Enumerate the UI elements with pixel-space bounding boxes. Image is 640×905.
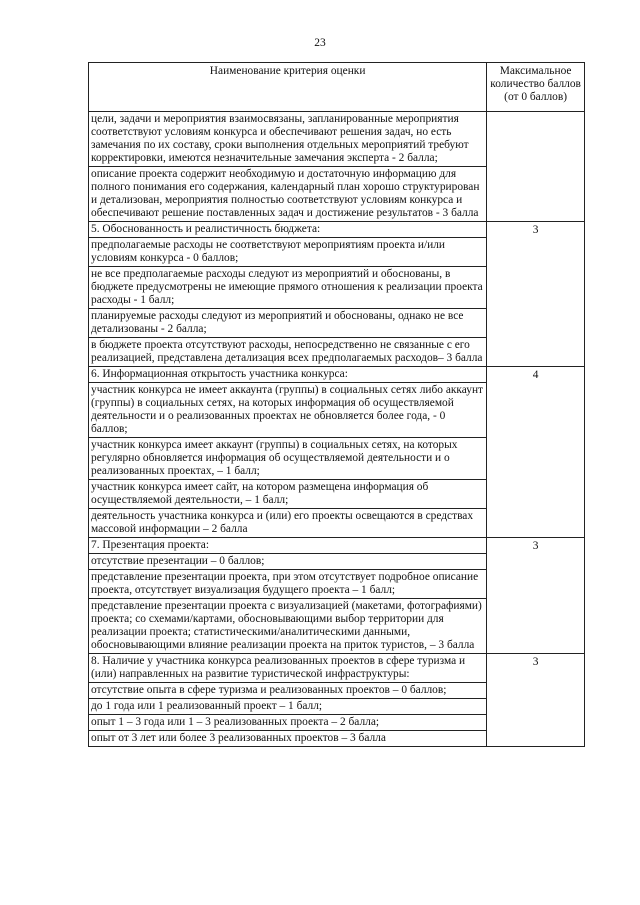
max-score-cell: 3 xyxy=(487,538,585,654)
criterion-row xyxy=(89,654,585,747)
criterion-option: опыт от 3 лет или более 3 реализованных проектов – 3 балла xyxy=(89,730,486,746)
max-score-cell: 4 xyxy=(487,367,585,538)
max-score-cell xyxy=(487,112,585,222)
criteria-rows xyxy=(89,112,585,747)
criterion-option: участник конкурса имеет сайт, на котором размещена информация об осуществляемой деятельности, – 1 балл; xyxy=(89,479,486,508)
criterion-option: представление презентации проекта с визуализацией (макетами, фотографиями) проекта; со схемами/картами, обосновывающими выбор территории для реализации проекта; статистическими/аналитическими данными, обосновывающими влияние реализации проекта на приток туристов, – 3 балла xyxy=(89,598,486,653)
max-score-cell: 3 xyxy=(487,654,585,747)
criterion-cell xyxy=(89,367,487,538)
criterion-option: не все предполагаемые расходы следуют из мероприятий и обоснованы, в бюджете предусмотрены не имеющие прямого отношения к реализации проекта расходы - 1 балл; xyxy=(89,266,486,308)
criterion-option: представление презентации проекта, при этом отсутствует подробное описание проекта, отсутствует визуализация будущего проекта – 1 балл; xyxy=(89,569,486,598)
criterion-row xyxy=(89,538,585,654)
criterion-option: до 1 года или 1 реализованный проект – 1 балл; xyxy=(89,698,486,714)
criterion-option: описание проекта содержит необходимую и достаточную информацию для полного понимания его содержания, календарный план хорошо структурирован и детализован, мероприятия полностью соответствуют условиям конкурса и обеспечивают решение поставленных задач и достижение результатов - 3 балла xyxy=(89,166,486,221)
criterion-option: участник конкурса имеет аккаунт (группы) в социальных сетях, на которых регулярно обновляется информация об осуществляемой деятельности и о реализованных проектах, – 1 балл; xyxy=(89,437,486,479)
criterion-row xyxy=(89,222,585,367)
criterion-cell xyxy=(89,222,487,367)
criterion-column-header: Наименование критерия оценки xyxy=(89,63,487,112)
max-score-cell: 3 xyxy=(487,222,585,367)
criterion-title: 6. Информационная открытость участника конкурса: xyxy=(91,368,348,380)
criterion-row xyxy=(89,112,585,222)
page-number: 23 xyxy=(314,37,326,49)
criterion-option: отсутствие презентации – 0 баллов; xyxy=(89,553,486,569)
criterion-option: деятельность участника конкурса и (или) его проекты освещаются в средствах массовой информации – 2 балла xyxy=(89,508,486,537)
criterion-option: в бюджете проекта отсутствуют расходы, непосредственно не связанные с его реализацией, представлена детализация всех предполагаемых расходов– 3 балла xyxy=(89,337,486,366)
criterion-option: отсутствие опыта в сфере туризма и реализованных проектов – 0 баллов; xyxy=(89,682,486,698)
criterion-cell xyxy=(89,538,487,654)
table-header-row xyxy=(89,63,585,112)
criterion-option: участник конкурса не имеет аккаунта (группы) в социальных сетях либо аккаунт (группы) в социальных сетях, на которых информация об осуществляемой деятельности и о реализованных проектах не обновляется более года, - 0 баллов; xyxy=(89,382,486,437)
criterion-option: цели, задачи и мероприятия взаимосвязаны, запланированные мероприятия соответствуют условиям конкурса и обеспечивают решения задач, но есть замечания по их составу, сроки выполнения отдельных мероприятий требуют корректировки, имеются незначительные замечания эксперта - 2 балла; xyxy=(91,113,469,164)
criterion-cell xyxy=(89,112,487,222)
criterion-option: планируемые расходы следуют из мероприятий и обоснованы, однако не все детализованы - 2 балла; xyxy=(89,308,486,337)
max-score-column-header xyxy=(487,63,585,112)
criteria-table xyxy=(88,62,585,747)
criterion-row xyxy=(89,367,585,538)
criterion-title: 7. Презентация проекта: xyxy=(91,539,210,551)
max-score-header-line: Максимальное xyxy=(499,65,572,77)
max-score-header-line: (от 0 баллов) xyxy=(504,91,568,103)
criterion-cell xyxy=(89,654,487,747)
criterion-title: 8. Наличие у участника конкурса реализованных проектов в сфере туризма и (или) направленных на развитие туристической инфраструктуры: xyxy=(91,655,466,680)
criterion-option: предполагаемые расходы не соответствуют мероприятиям проекта и/или условиям конкурса - 0 баллов; xyxy=(89,237,486,266)
criterion-title: 5. Обоснованность и реалистичность бюджета: xyxy=(91,223,321,235)
max-score-header-line: количество баллов xyxy=(490,78,581,90)
criterion-option: опыт 1 – 3 года или 1 – 3 реализованных проекта – 2 балла; xyxy=(89,714,486,730)
